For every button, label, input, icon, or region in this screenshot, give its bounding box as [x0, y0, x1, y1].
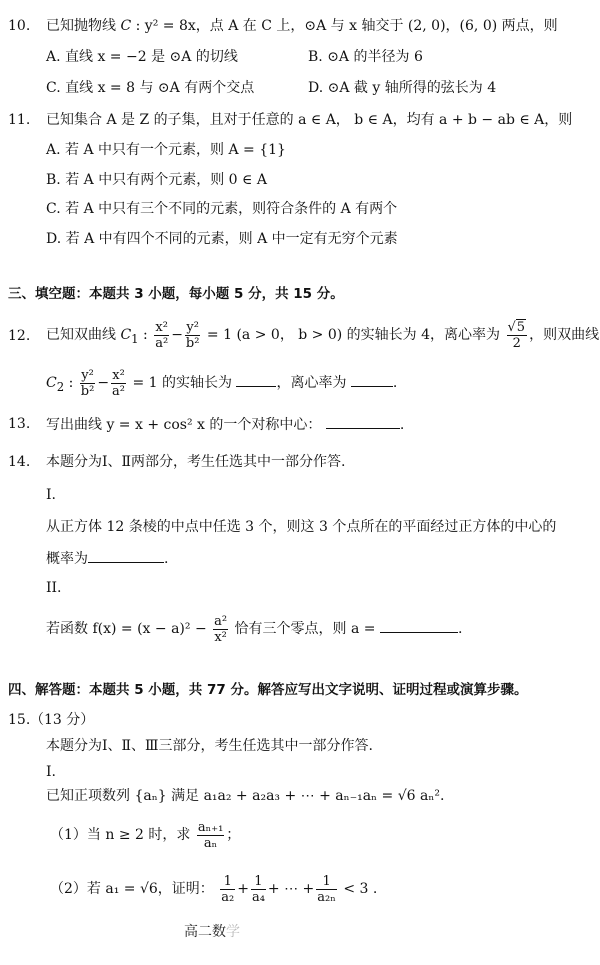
- page-footer: 高二数学: [184, 924, 240, 940]
- q14-part1-text: 从正方体 12 条棱的中点中任选 3 个，则这 3 个点所在的平面经过正方体的中心的: [46, 519, 557, 535]
- q14-part2-text: 若函数 f(x) = (x − a)² − $\frac{\text{a²}}{\text{x²}}$ 恰有三个零点，则 a = .: [46, 613, 463, 645]
- q15-sub2-frac-1: $\frac{1}{\text{a₂}}$: [221, 873, 235, 905]
- q15-text: 本题分为Ⅰ、Ⅱ、Ⅲ三部分，考生任选其中一部分作答.: [46, 738, 373, 754]
- q11-option-a: A. 若 A 中只有一个元素，则 A = {1}: [46, 142, 286, 158]
- q11-option-b: B. 若 A 中只有两个元素，则 0 ∈ A: [46, 172, 267, 188]
- q12-frac-y2-b2: $\frac{\text{y²}}{\text{b²}}$: [185, 319, 200, 351]
- q15-sub2-frac-3: $\frac{1}{\text{a₂ₙ}}$: [317, 873, 336, 905]
- q12-frac-x2-a2: $\frac{\text{x²}}{\text{a²}}$: [155, 319, 169, 351]
- q14-part2-frac: $\frac{\text{a²}}{\text{x²}}$: [214, 613, 228, 645]
- q15-part1-label: I.: [46, 764, 56, 780]
- q15-seq-statement: 已知正项数列 {aₙ} 满足 a₁a₂ + a₂a₃ + ⋯ + aₙ₋₁aₙ = √6 aₙ².: [46, 788, 445, 804]
- q14-part2-label: II.: [46, 580, 62, 596]
- q14-part1-blank[interactable]: [88, 548, 164, 563]
- q13-blank[interactable]: [326, 414, 400, 429]
- q10-option-d: D. ⊙A 截 y 轴所得的弦长为 4: [308, 80, 497, 96]
- q10-stem-a: 已知抛物线: [46, 18, 116, 34]
- q10-stem: [46, 16, 558, 36]
- q11-number: 11.: [8, 112, 31, 128]
- q14-part1-label: I.: [46, 487, 56, 503]
- q10-number: 10.: [8, 18, 31, 34]
- q10-option-b: B. ⊙A 的半径为 6: [308, 49, 423, 65]
- q10-stem-c: : y² = 8x，点 A 在 C 上，⊙A 与 x 轴交于 (2, 0)，(6, 0) 两点，则: [135, 18, 558, 34]
- q12-number: 12.: [8, 328, 31, 344]
- q15-sub2-frac-2: $\frac{1}{\text{a₄}}$: [251, 873, 265, 905]
- q14-part2-blank[interactable]: [380, 618, 458, 633]
- q15-number: 15.: [8, 712, 31, 728]
- q14-text: 本题分为Ⅰ、Ⅱ两部分，考生任选其中一部分作答.: [46, 454, 346, 470]
- q13-number: 13.: [8, 416, 31, 432]
- q12-blank-eccentricity[interactable]: [351, 372, 393, 387]
- section-4-heading: 四、解答题：本题共 5 小题，共 77 分。解答应写出文字说明、证明过程或演算步骤。: [8, 682, 528, 698]
- q11-option-c: C. 若 A 中只有三个不同的元素，则符合条件的 A 有两个: [46, 201, 398, 217]
- q13-text: 写出曲线 y = x + cos² x 的一个对称中心： .: [46, 414, 404, 435]
- q15-score: （13 分）: [30, 712, 95, 728]
- q15-sub1: （1）当 n ≥ 2 时，求 $\frac{\text{aₙ₊₁}}{\text{aₙ}}$ ；: [50, 819, 241, 851]
- q12-frac-x2-a2-c2: $\frac{\text{x²}}{\text{a²}}$: [112, 367, 126, 399]
- q15-sub2: （2）若 a₁ = √6，证明： $\frac{1}{\text{a₂}}$ + $\frac{1}{\text{a₄}}$ + ⋯ + $\frac{1}{\text{a₂ₙ}}$ < 3 .: [50, 873, 378, 905]
- q12-frac-y2-b2-c2: $\frac{\text{y²}}{\text{b²}}$: [80, 367, 95, 399]
- q14-part1-text2: 概率为 .: [46, 548, 168, 569]
- q10-option-a: A. 直线 x = −2 是 ⊙A 的切线: [46, 49, 238, 65]
- q12-blank-axis[interactable]: [236, 372, 276, 387]
- q12-line1: 已知双曲线 $C_1$ : $\frac{\text{x²}}{\text{a²}}$ − $\frac{\text{y²}}{\text{b²}}$ = 1 (a > 0， b > 0) 的实轴长为 4，离心率为 $\frac{√5}{2}$ ，则双曲线: [46, 319, 600, 351]
- q11-stem: 已知集合 A 是 Z 的子集，且对于任意的 a ∈ A， b ∈ A，均有 a + b − ab ∈ A，则: [46, 112, 573, 128]
- q15-sub1-frac: $\frac{\text{aₙ₊₁}}{\text{aₙ}}$: [197, 819, 224, 851]
- section-3-heading: 三、填空题：本题共 3 小题，每小题 5 分，共 15 分。: [8, 286, 344, 302]
- q11-option-d: D. 若 A 中有四个不同的元素，则 A 中一定有无穷个元素: [46, 231, 398, 247]
- q12-line2: $C_2$ : $\frac{\text{y²}}{\text{b²}}$ − $\frac{\text{x²}}{\text{a²}}$ = 1 的实轴长为 ，离心率为 .: [46, 367, 398, 399]
- q10-stem-c-symbol: C: [120, 18, 132, 34]
- q14-number: 14.: [8, 454, 31, 470]
- q12-eccentricity-frac: $\frac{√5}{2}$: [507, 319, 526, 351]
- q10-option-c: C. 直线 x = 8 与 ⊙A 有两个交点: [46, 80, 255, 96]
